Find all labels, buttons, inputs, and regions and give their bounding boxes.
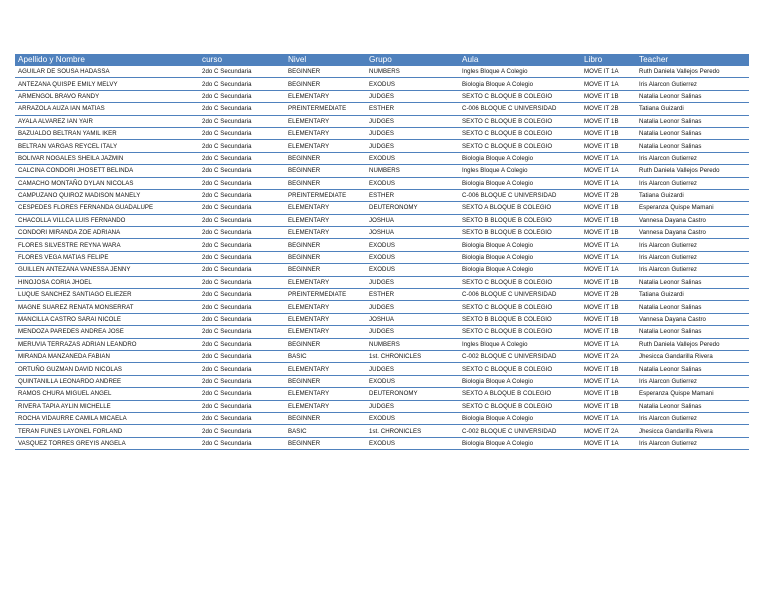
cell-name: BELTRAN VARGAS REYCEL ITALY — [15, 140, 199, 152]
cell-aula: SEXTO A BLOQUE B COLEGIO — [459, 202, 581, 214]
cell-teacher: Natalia Leonor Salinas — [636, 363, 749, 375]
cell-curso: 2do C Secundaria — [199, 165, 285, 177]
cell-libro: MOVE IT 1A — [581, 251, 636, 263]
cell-libro: MOVE IT 1B — [581, 127, 636, 139]
cell-aula: Biologia Bloque A Colegio — [459, 437, 581, 449]
cell-curso: 2do C Secundaria — [199, 350, 285, 362]
cell-libro: MOVE IT 1B — [581, 202, 636, 214]
cell-name: RIVERA TAPIA AYLIN MICHELLE — [15, 400, 199, 412]
cell-name: ANTEZANA QUISPE EMILY MELVY — [15, 78, 199, 90]
cell-aula: SEXTO B BLOQUE B COLEGIO — [459, 214, 581, 226]
cell-nivel: ELEMENTARY — [285, 301, 366, 313]
cell-curso: 2do C Secundaria — [199, 115, 285, 127]
cell-grupo: JUDGES — [366, 115, 459, 127]
cell-nivel: BEGINNER — [285, 177, 366, 189]
cell-libro: MOVE IT 1A — [581, 264, 636, 276]
cell-grupo: EXODUS — [366, 251, 459, 263]
cell-nivel: BASIC — [285, 350, 366, 362]
cell-name: CHACOLLA VILLCA LUIS FERNANDO — [15, 214, 199, 226]
cell-curso: 2do C Secundaria — [199, 251, 285, 263]
cell-nivel: BEGINNER — [285, 152, 366, 164]
table-row — [15, 425, 749, 437]
header-curso: curso — [199, 54, 285, 66]
header-name: Apellido y Nombre — [15, 54, 199, 66]
cell-curso: 2do C Secundaria — [199, 301, 285, 313]
cell-name: MAGNE SUAREZ RENATA MONSERRAT — [15, 301, 199, 313]
cell-teacher: Vannesa Dayana Castro — [636, 313, 749, 325]
table-row — [15, 437, 749, 449]
cell-name: MERUVIA TERRAZAS ADRIAN LEANDRO — [15, 338, 199, 350]
cell-grupo: EXODUS — [366, 152, 459, 164]
table-row — [15, 189, 749, 201]
cell-teacher: Natalia Leonor Salinas — [636, 326, 749, 338]
cell-nivel: ELEMENTARY — [285, 227, 366, 239]
cell-nivel: BASIC — [285, 425, 366, 437]
cell-libro: MOVE IT 1B — [581, 140, 636, 152]
cell-aula: SEXTO C BLOQUE B COLEGIO — [459, 363, 581, 375]
cell-teacher: Iris Alarcon Gutierrez — [636, 412, 749, 424]
cell-name: CALCINA CONDORI JHOSETT BELINDA — [15, 165, 199, 177]
table-row — [15, 66, 749, 78]
cell-grupo: JUDGES — [366, 363, 459, 375]
table-row — [15, 326, 749, 338]
cell-name: FLORES SILVESTRE REYNA WARA — [15, 239, 199, 251]
cell-aula: Biologia Bloque A Colegio — [459, 264, 581, 276]
table-row — [15, 152, 749, 164]
cell-aula: Ingles Bloque A Colegio — [459, 66, 581, 78]
cell-aula: C-006 BLOQUE C UNIVERSIDAD — [459, 103, 581, 115]
cell-aula: SEXTO C BLOQUE B COLEGIO — [459, 326, 581, 338]
table-row — [15, 78, 749, 90]
cell-libro: MOVE IT 1A — [581, 152, 636, 164]
cell-name: MIRANDA MANZANEDA FABIAN — [15, 350, 199, 362]
cell-libro: MOVE IT 1B — [581, 313, 636, 325]
cell-libro: MOVE IT 1B — [581, 227, 636, 239]
table-row — [15, 313, 749, 325]
cell-aula: SEXTO C BLOQUE B COLEGIO — [459, 127, 581, 139]
cell-libro: MOVE IT 1B — [581, 363, 636, 375]
table-row — [15, 227, 749, 239]
cell-curso: 2do C Secundaria — [199, 90, 285, 102]
cell-aula: Ingles Bloque A Colegio — [459, 338, 581, 350]
cell-curso: 2do C Secundaria — [199, 363, 285, 375]
cell-name: GUILLEN ANTEZANA VANESSA JENNY — [15, 264, 199, 276]
table-row — [15, 400, 749, 412]
cell-teacher: Natalia Leonor Salinas — [636, 301, 749, 313]
cell-nivel: BEGINNER — [285, 239, 366, 251]
cell-grupo: JUDGES — [366, 276, 459, 288]
header-teacher: Teacher — [636, 54, 749, 66]
cell-grupo: EXODUS — [366, 177, 459, 189]
table-row — [15, 90, 749, 102]
cell-grupo: NUMBERS — [366, 165, 459, 177]
cell-aula: SEXTO C BLOQUE B COLEGIO — [459, 115, 581, 127]
cell-curso: 2do C Secundaria — [199, 400, 285, 412]
cell-grupo: ESTHER — [366, 289, 459, 301]
cell-libro: MOVE IT 2A — [581, 350, 636, 362]
cell-name: ROCHA VIDAURRE CAMILA MICAELA — [15, 412, 199, 424]
cell-teacher: Iris Alarcon Gutierrez — [636, 437, 749, 449]
table-row — [15, 251, 749, 263]
cell-name: CAMPUZANO QUIROZ MADISON MANELY — [15, 189, 199, 201]
cell-libro: MOVE IT 1B — [581, 276, 636, 288]
cell-nivel: ELEMENTARY — [285, 326, 366, 338]
cell-teacher: Ruth Daniela Vallejos Peredo — [636, 338, 749, 350]
cell-aula: Biologia Bloque A Colegio — [459, 177, 581, 189]
cell-grupo: NUMBERS — [366, 338, 459, 350]
cell-curso: 2do C Secundaria — [199, 338, 285, 350]
cell-curso: 2do C Secundaria — [199, 103, 285, 115]
table-row — [15, 202, 749, 214]
cell-grupo: EXODUS — [366, 412, 459, 424]
cell-grupo: EXODUS — [366, 375, 459, 387]
cell-grupo: JUDGES — [366, 301, 459, 313]
cell-name: CESPEDES FLORES FERNANDA GUADALUPE — [15, 202, 199, 214]
cell-name: TERAN FUNES LAYONEL FORLAND — [15, 425, 199, 437]
cell-curso: 2do C Secundaria — [199, 202, 285, 214]
cell-curso: 2do C Secundaria — [199, 388, 285, 400]
table-row — [15, 338, 749, 350]
cell-nivel: BEGINNER — [285, 165, 366, 177]
cell-name: BAZUALDO BELTRAN YAMIL IKER — [15, 127, 199, 139]
cell-aula: SEXTO C BLOQUE B COLEGIO — [459, 400, 581, 412]
table-row — [15, 127, 749, 139]
cell-curso: 2do C Secundaria — [199, 239, 285, 251]
cell-libro: MOVE IT 1A — [581, 239, 636, 251]
cell-libro: MOVE IT 2B — [581, 103, 636, 115]
header-libro: Libro — [581, 54, 636, 66]
cell-teacher: Natalia Leonor Salinas — [636, 400, 749, 412]
table-row — [15, 375, 749, 387]
cell-nivel: ELEMENTARY — [285, 276, 366, 288]
cell-nivel: PREINTERMEDIATE — [285, 103, 366, 115]
cell-name: ORTUÑO GUZMAN DAVID NICOLAS — [15, 363, 199, 375]
cell-libro: MOVE IT 2B — [581, 289, 636, 301]
cell-grupo: JOSHUA — [366, 227, 459, 239]
cell-grupo: JUDGES — [366, 90, 459, 102]
table-row — [15, 388, 749, 400]
cell-grupo: DEUTERONOMY — [366, 388, 459, 400]
cell-teacher: Iris Alarcon Gutierrez — [636, 152, 749, 164]
cell-nivel: BEGINNER — [285, 412, 366, 424]
cell-teacher: Natalia Leonor Salinas — [636, 127, 749, 139]
cell-name: ARRAZOLA AUZA IAN MATIAS — [15, 103, 199, 115]
cell-nivel: ELEMENTARY — [285, 363, 366, 375]
cell-curso: 2do C Secundaria — [199, 264, 285, 276]
cell-curso: 2do C Secundaria — [199, 276, 285, 288]
table-row — [15, 276, 749, 288]
cell-aula: SEXTO C BLOQUE B COLEGIO — [459, 301, 581, 313]
cell-libro: MOVE IT 1A — [581, 78, 636, 90]
header-aula: Aula — [459, 54, 581, 66]
cell-grupo: DEUTERONOMY — [366, 202, 459, 214]
cell-libro: MOVE IT 1B — [581, 90, 636, 102]
cell-teacher: Iris Alarcon Gutierrez — [636, 78, 749, 90]
cell-grupo: EXODUS — [366, 78, 459, 90]
cell-libro: MOVE IT 1B — [581, 400, 636, 412]
cell-grupo: JUDGES — [366, 140, 459, 152]
cell-grupo: EXODUS — [366, 239, 459, 251]
cell-libro: MOVE IT 2B — [581, 189, 636, 201]
cell-curso: 2do C Secundaria — [199, 313, 285, 325]
cell-aula: SEXTO B BLOQUE B COLEGIO — [459, 227, 581, 239]
cell-libro: MOVE IT 1A — [581, 375, 636, 387]
cell-teacher: Esperanza Quispe Mamani — [636, 202, 749, 214]
header-grupo: Grupo — [366, 54, 459, 66]
cell-nivel: ELEMENTARY — [285, 115, 366, 127]
cell-teacher: Natalia Leonor Salinas — [636, 115, 749, 127]
cell-libro: MOVE IT 1B — [581, 214, 636, 226]
cell-name: FLORES VEGA MATIAS FELIPE — [15, 251, 199, 263]
cell-teacher: Iris Alarcon Gutierrez — [636, 251, 749, 263]
cell-name: BOLIVAR NOGALES SHEILA JAZMIN — [15, 152, 199, 164]
header-nivel: Nivel — [285, 54, 366, 66]
cell-teacher: Iris Alarcon Gutierrez — [636, 239, 749, 251]
cell-curso: 2do C Secundaria — [199, 437, 285, 449]
cell-aula: Biologia Bloque A Colegio — [459, 375, 581, 387]
cell-aula: C-006 BLOQUE C UNIVERSIDAD — [459, 189, 581, 201]
cell-curso: 2do C Secundaria — [199, 189, 285, 201]
table-row — [15, 177, 749, 189]
table-row — [15, 301, 749, 313]
cell-nivel: ELEMENTARY — [285, 127, 366, 139]
cell-curso: 2do C Secundaria — [199, 152, 285, 164]
cell-teacher: Iris Alarcon Gutierrez — [636, 264, 749, 276]
cell-teacher: Iris Alarcon Gutierrez — [636, 177, 749, 189]
cell-aula: SEXTO B BLOQUE B COLEGIO — [459, 313, 581, 325]
cell-libro: MOVE IT 2A — [581, 425, 636, 437]
cell-name: ARMENGOL BRAVO RANDY — [15, 90, 199, 102]
table-row — [15, 140, 749, 152]
cell-curso: 2do C Secundaria — [199, 214, 285, 226]
cell-name: AGUILAR DE SOUSA HADASSA — [15, 66, 199, 78]
cell-aula: C-002 BLOQUE C UNIVERSIDAD — [459, 350, 581, 362]
cell-nivel: BEGINNER — [285, 338, 366, 350]
cell-curso: 2do C Secundaria — [199, 375, 285, 387]
cell-aula: Biologia Bloque A Colegio — [459, 251, 581, 263]
cell-nivel: BEGINNER — [285, 78, 366, 90]
cell-aula: Biologia Bloque A Colegio — [459, 152, 581, 164]
cell-libro: MOVE IT 1B — [581, 326, 636, 338]
cell-nivel: BEGINNER — [285, 251, 366, 263]
cell-teacher: Iris Alarcon Gutierrez — [636, 375, 749, 387]
cell-aula: C-006 BLOQUE C UNIVERSIDAD — [459, 289, 581, 301]
cell-curso: 2do C Secundaria — [199, 227, 285, 239]
cell-aula: SEXTO C BLOQUE B COLEGIO — [459, 276, 581, 288]
cell-aula: C-002 BLOQUE C UNIVERSIDAD — [459, 425, 581, 437]
cell-aula: SEXTO A BLOQUE B COLEGIO — [459, 388, 581, 400]
table-row — [15, 412, 749, 424]
cell-teacher: Esperanza Quispe Mamani — [636, 388, 749, 400]
cell-curso: 2do C Secundaria — [199, 425, 285, 437]
cell-aula: SEXTO C BLOQUE B COLEGIO — [459, 140, 581, 152]
table-row — [15, 103, 749, 115]
cell-name: QUINTANILLA LEONARDO ANDREE — [15, 375, 199, 387]
table-row — [15, 289, 749, 301]
cell-aula: SEXTO C BLOQUE B COLEGIO — [459, 90, 581, 102]
table-row — [15, 214, 749, 226]
cell-name: RAMOS CHURA MIGUEL ANGEL — [15, 388, 199, 400]
cell-nivel: BEGINNER — [285, 437, 366, 449]
cell-grupo: EXODUS — [366, 437, 459, 449]
cell-grupo: NUMBERS — [366, 66, 459, 78]
cell-libro: MOVE IT 1A — [581, 338, 636, 350]
cell-grupo: JOSHUA — [366, 313, 459, 325]
cell-grupo: 1st. CHRONICLES — [366, 350, 459, 362]
cell-libro: MOVE IT 1A — [581, 437, 636, 449]
cell-aula: Biologia Bloque A Colegio — [459, 239, 581, 251]
table-row — [15, 239, 749, 251]
cell-libro: MOVE IT 1A — [581, 412, 636, 424]
table-body — [15, 66, 749, 450]
cell-aula: Biologia Bloque A Colegio — [459, 412, 581, 424]
cell-aula: Biologia Bloque A Colegio — [459, 78, 581, 90]
cell-nivel: ELEMENTARY — [285, 400, 366, 412]
cell-grupo: ESTHER — [366, 103, 459, 115]
cell-curso: 2do C Secundaria — [199, 66, 285, 78]
cell-grupo: JUDGES — [366, 127, 459, 139]
cell-name: CONDORI MIRANDA ZOE ADRIANA — [15, 227, 199, 239]
cell-name: LUQUE SANCHEZ SANTIAGO ELIEZER — [15, 289, 199, 301]
cell-grupo: EXODUS — [366, 264, 459, 276]
cell-teacher: Jhesicca Gandarilla Rivera — [636, 425, 749, 437]
cell-curso: 2do C Secundaria — [199, 412, 285, 424]
cell-nivel: BEGINNER — [285, 375, 366, 387]
cell-nivel: PREINTERMEDIATE — [285, 289, 366, 301]
cell-libro: MOVE IT 1A — [581, 165, 636, 177]
cell-libro: MOVE IT 1A — [581, 177, 636, 189]
cell-name: AYALA ALVAREZ IAN YAIR — [15, 115, 199, 127]
cell-teacher: Tatiana Guizardi — [636, 289, 749, 301]
cell-libro: MOVE IT 1B — [581, 388, 636, 400]
cell-curso: 2do C Secundaria — [199, 78, 285, 90]
cell-teacher: Tatiana Guizardi — [636, 189, 749, 201]
cell-teacher: Natalia Leonor Salinas — [636, 140, 749, 152]
table-row — [15, 264, 749, 276]
cell-grupo: JUDGES — [366, 326, 459, 338]
cell-grupo: JOSHUA — [366, 214, 459, 226]
cell-teacher: Vannesa Dayana Castro — [636, 214, 749, 226]
cell-nivel: PREINTERMEDIATE — [285, 189, 366, 201]
cell-curso: 2do C Secundaria — [199, 177, 285, 189]
cell-name: CAMACHO MONTAÑO DYLAN NICOLAS — [15, 177, 199, 189]
cell-nivel: ELEMENTARY — [285, 140, 366, 152]
cell-nivel: ELEMENTARY — [285, 313, 366, 325]
cell-teacher: Tatiana Guizardi — [636, 103, 749, 115]
cell-name: HINOJOSA CORIA JHOEL — [15, 276, 199, 288]
cell-libro: MOVE IT 1A — [581, 66, 636, 78]
cell-name: MENDOZA PAREDES ANDREA JOSE — [15, 326, 199, 338]
student-table — [15, 54, 749, 450]
cell-curso: 2do C Secundaria — [199, 140, 285, 152]
cell-libro: MOVE IT 1B — [581, 115, 636, 127]
cell-curso: 2do C Secundaria — [199, 289, 285, 301]
cell-nivel: ELEMENTARY — [285, 90, 366, 102]
cell-grupo: JUDGES — [366, 400, 459, 412]
table-row — [15, 115, 749, 127]
cell-curso: 2do C Secundaria — [199, 127, 285, 139]
cell-curso: 2do C Secundaria — [199, 326, 285, 338]
table-row — [15, 350, 749, 362]
cell-libro: MOVE IT 1B — [581, 301, 636, 313]
cell-grupo: ESTHER — [366, 189, 459, 201]
cell-nivel: ELEMENTARY — [285, 388, 366, 400]
cell-teacher: Ruth Daniela Vallejos Peredo — [636, 165, 749, 177]
table-row — [15, 363, 749, 375]
cell-name: VASQUEZ TORRES GREYIS ANGELA — [15, 437, 199, 449]
cell-teacher: Ruth Daniela Vallejos Peredo — [636, 66, 749, 78]
header-row — [15, 54, 749, 66]
cell-teacher: Vannesa Dayana Castro — [636, 227, 749, 239]
cell-teacher: Jhesicca Gandarilla Rivera — [636, 350, 749, 362]
cell-teacher: Natalia Leonor Salinas — [636, 90, 749, 102]
cell-nivel: BEGINNER — [285, 66, 366, 78]
cell-grupo: 1st. CHRONICLES — [366, 425, 459, 437]
cell-nivel: ELEMENTARY — [285, 202, 366, 214]
cell-aula: Ingles Bloque A Colegio — [459, 165, 581, 177]
cell-nivel: BEGINNER — [285, 264, 366, 276]
cell-name: MANCILLA CASTRO SARAI NICOLE — [15, 313, 199, 325]
cell-teacher: Natalia Leonor Salinas — [636, 276, 749, 288]
table-row — [15, 165, 749, 177]
cell-nivel: ELEMENTARY — [285, 214, 366, 226]
